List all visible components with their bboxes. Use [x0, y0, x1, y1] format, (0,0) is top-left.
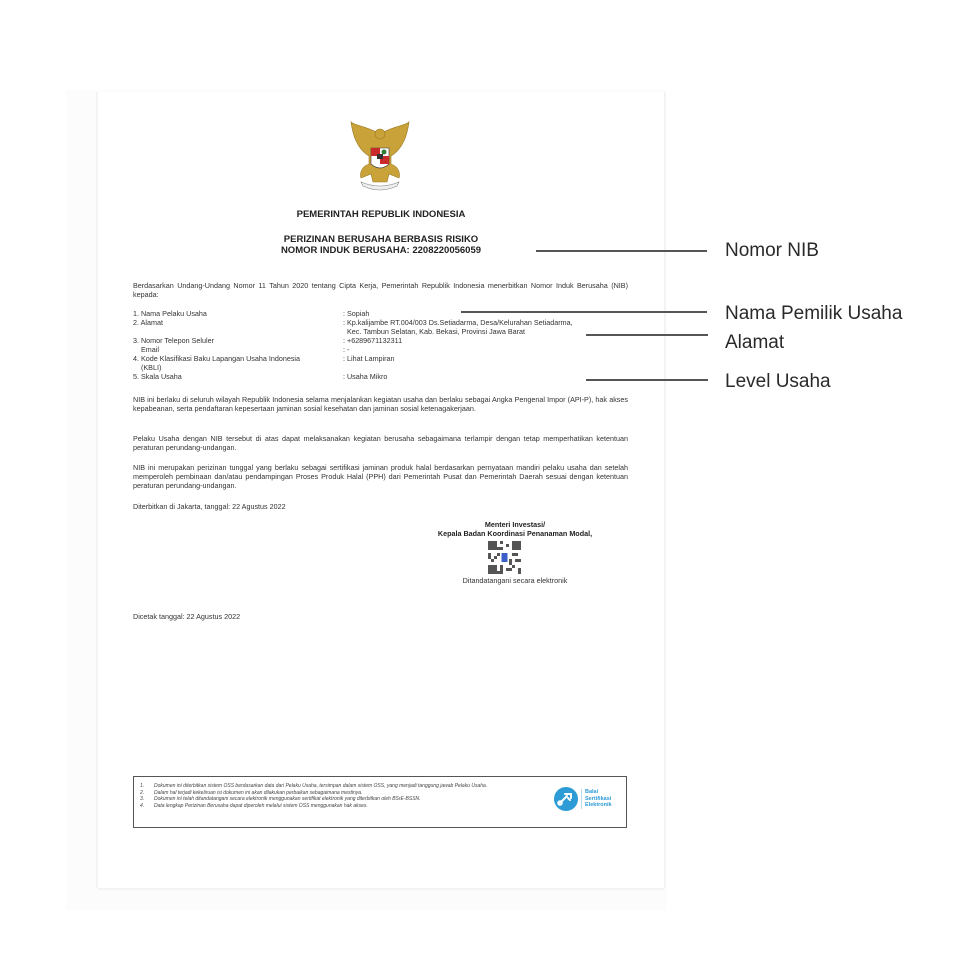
- field-row: 4. Kode Klasifikasi Baku Lapangan Usaha Indonesia : Lihat Lampiran: [133, 354, 628, 363]
- government-heading: PEMERINTAH REPUBLIK INDONESIA: [296, 209, 466, 220]
- footnotes-list: [140, 783, 545, 809]
- field-row: (KBLI): [133, 363, 162, 372]
- business-fields: [133, 309, 628, 381]
- bsre-logo: [554, 787, 612, 811]
- address-line-1: : Kp.kalijambe RT.004/003 Ds.Setiadarma, Desa/Kelurahan Setiadarma,: [343, 318, 573, 327]
- field-row: 1. Nama Pelaku Usaha : Sopiah: [133, 309, 628, 318]
- email-value: : -: [343, 345, 350, 354]
- kbli-value: : Lihat Lampiran: [343, 354, 395, 363]
- footnote-item: 3. Dokumen ini telah ditandatangani secara elektronik menggunakan sertifikat elektronik yang diterbitkan oleh BSrE-BSSN.: [140, 796, 421, 802]
- callout-address: Alamat: [725, 332, 785, 353]
- leader-line-owner: [461, 311, 707, 313]
- qr-code-icon: [488, 541, 521, 574]
- business-scale-value: : Usaha Mikro: [343, 372, 388, 381]
- field-row: 2. Alamat : Kp.kalijambe RT.004/003 Ds.Setiadarma, Desa/Kelurahan Setiadarma,: [133, 318, 628, 327]
- nib-number: NOMOR INDUK BERUSAHA: 2208220056059: [280, 245, 482, 256]
- callout-nib: Nomor NIB: [725, 240, 819, 261]
- bsre-key-icon: [554, 787, 578, 811]
- signed-electronically-text: Ditandatangani secara elektronik: [462, 576, 568, 585]
- callout-owner-name: Nama Pemilik Usaha: [725, 303, 903, 324]
- field-row: [133, 327, 628, 336]
- footnote-item: 4. Data lengkap Perizinan Berusaha dapat diperoleh melalui sistem OSS menggunakan hak akses.: [140, 802, 368, 809]
- leader-line-scale: [586, 379, 708, 381]
- owner-name: : Sopiah: [343, 309, 370, 318]
- activity-paragraph: Pelaku Usaha dengan NIB tersebut di atas dapat melaksanakan kegiatan berusaha sebagaimana terlampir dengan tetap memperhatikan ketentuan peraturan perundang-undangan.: [133, 434, 628, 452]
- document-title: PERIZINAN BERUSAHA BERBASIS RISIKO: [283, 234, 479, 245]
- field-row: 3. Nomor Telepon Seluler : +6289671132311: [133, 336, 628, 345]
- bsre-logo-text: Balai Sertifikasi Elektronik: [581, 789, 612, 809]
- field-row: 5. Skala Usaha : Usaha Mikro: [133, 372, 628, 381]
- phone-value: : +6289671132311: [343, 336, 403, 345]
- footer-notes-box: [133, 776, 627, 828]
- leader-line-nib: [536, 250, 707, 252]
- field-row: Email : -: [133, 345, 628, 354]
- issued-date: Diterbitkan di Jakarta, tanggal: 22 Agustus 2022: [133, 502, 286, 511]
- address-line-2: Kec. Tambun Selatan, Kab. Bekasi, Provinsi Jawa Barat: [343, 327, 526, 336]
- halal-paragraph: NIB ini merupakan perizinan tunggal yang berlaku sebagai sertifikasi jaminan produk halal berdasarkan pernyataan mandiri pelaku usaha dan setelah memperoleh pembinaan dan/atau pendampingan Proses Produk Halal (PPH) dari Pemerintah Pusat dan Pemerintah Daerah sesuai dengan ketentuan peraturan perundang-undangan.: [133, 463, 628, 490]
- intro-paragraph: Berdasarkan Undang-Undang Nomor 11 Tahun 2020 tentang Cipta Kerja, Pemerintah Republik Indonesia menerbitkan Nomor Induk Berusaha (NIB) kepada:: [133, 281, 628, 299]
- callout-business-level: Level Usaha: [725, 371, 831, 392]
- garuda-emblem-icon: [347, 120, 413, 196]
- signer-title-1: Menteri Investasi/: [484, 520, 546, 529]
- signer-block: [400, 520, 630, 538]
- printed-date: Dicetak tanggal: 22 Agustus 2022: [133, 612, 241, 621]
- document-title-block: [98, 234, 664, 256]
- validity-paragraph: NIB ini berlaku di seluruh wilayah Republik Indonesia selama menjalankan kegiatan usaha dan berlaku sebagai Angka Pengenal Impor (API-P), hak akses kepabeanan, serta pendaftaran kepesertaan jaminan sosial kesehatan dan jaminan sosial ketenagakerjaan.: [133, 395, 628, 413]
- leader-line-address: [586, 334, 708, 336]
- footnote-item: 1. Dokumen ini diterbitkan sistem OSS berdasarkan data dari Pelaku Usaha, tersimpan dalam sistem OSS, yang menjadi tanggung jawab Pelaku Usaha.: [140, 783, 488, 789]
- footnote-item: 2. Dalam hal terjadi kekeliruan isi dokumen ini akan dilakukan perbaikan sebagaimana mestinya.: [140, 789, 363, 796]
- signer-title-2: Kepala Badan Koordinasi Penanaman Modal,: [437, 529, 593, 538]
